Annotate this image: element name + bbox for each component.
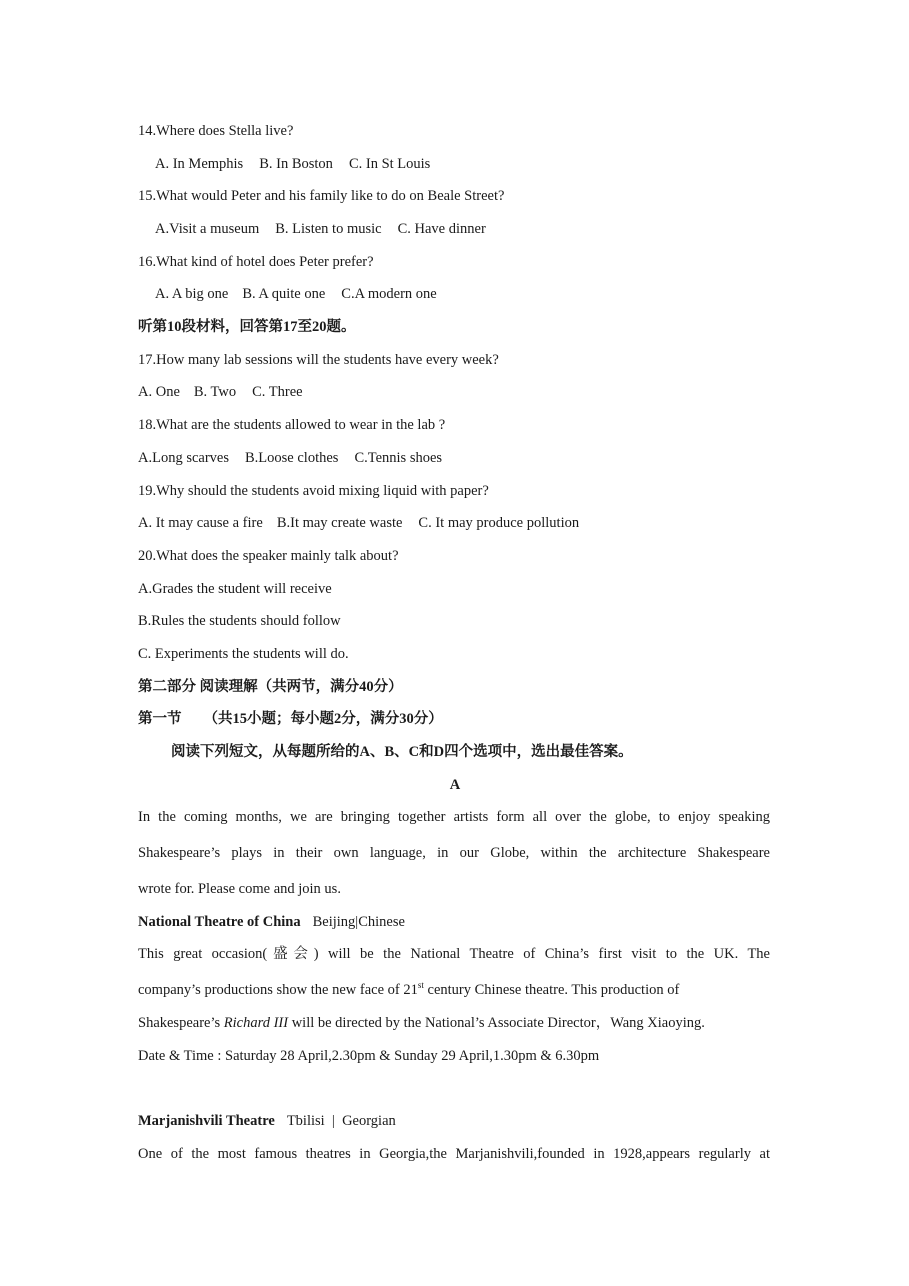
q14-option-a: A. In Memphis [155,156,244,172]
q14-option-b: B. In Boston [259,156,333,172]
superscript-st: st [417,980,424,991]
question-17-options [138,382,303,402]
q19-option-b: B.It may create waste [276,515,403,531]
q16-option-a: A. A big one [155,286,229,302]
question-16-stem: 16.What kind of hotel does Peter prefer? [138,254,374,270]
question-20-stem: 20.What does the speaker mainly talk about? [138,548,399,564]
q18-option-b: B.Loose clothes [245,450,339,466]
question-14-stem: 14.Where does Stella live? [138,123,294,139]
reading-instruction: 阅读下列短文，从每题所给的A、B、C和D四个选项中，选出最佳答案。 [171,744,633,760]
theatre-1-date-time: Date & Time : Saturday 28 April,2.30pm & Sunday 29 April,1.30pm & 6.30pm [138,1048,600,1064]
intro-line-3: wrote for. Please come and join us. [138,881,341,897]
q15-option-b: B. Listen to music [275,221,382,237]
play-title: Richard III [223,1015,289,1031]
q17-option-b: B. Two [193,384,237,400]
q19-option-a: A. It may cause a fire [138,515,263,531]
theatre-1-line-2-rest: century Chinese theatre. This production of [423,982,680,998]
theatre-1-line-2 [138,980,679,1000]
question-15-stem: 15.What would Peter and his family like to do on Beale Street? [138,188,505,204]
theatre-1-line-3-text: Shakespeare’s [138,1015,224,1031]
theatre-2-line-1: One of the most famous theatres in Georgia,the Marjanishvili,founded in 1928,appears regularly at [138,1146,770,1162]
theatre-1-place: Beijing|Chinese [312,914,405,930]
q16-option-c: C.A modern one [341,286,437,302]
theatre-2-name: Marjanishvili Theatre [138,1113,275,1129]
intro-line-2: Shakespeare’s plays in their own language, in our Globe, within the architecture Shakespeare [138,845,770,861]
theatre-2-heading [138,1111,396,1131]
theatre-2-place: Tbilisi | Georgian [286,1113,396,1129]
q20-option-a: A.Grades the student will receive [138,581,332,597]
part-2-heading: 第二部分 阅读理解（共两节，满分40分） [138,679,403,695]
q17-option-a: A. One [138,384,180,400]
q18-option-c: C.Tennis shoes [354,450,443,466]
q20-option-b: B.Rules the students should follow [138,613,341,629]
question-19-stem: 19.Why should the students avoid mixing liquid with paper? [138,483,489,499]
section-1-heading [138,709,443,729]
question-19-options [138,513,579,533]
document-page [138,0,772,1286]
q19-option-c: C. It may produce pollution [418,515,580,531]
section-1-info: （共15小题；每小题2分，满分30分） [203,711,443,727]
q18-option-a: A.Long scarves [138,450,230,466]
theatre-1-line-1: This great occasion(盛会) will be the National Theatre of China’s first visit to the UK. The [138,946,770,962]
passage-label: A [449,777,461,793]
theatre-1-line-3-rest: will be directed by the National’s Associate Director，Wang Xiaoying. [288,1015,705,1031]
question-16-options [155,284,437,304]
section-10-heading: 听第10段材料，回答第17至20题。 [138,319,356,335]
q20-option-c: C. Experiments the students will do. [138,646,349,662]
theatre-1-line-3 [138,1013,705,1033]
question-18-stem: 18.What are the students allowed to wear in the lab ? [138,417,446,433]
section-1-label: 第一节 [138,711,182,727]
q15-option-a: A.Visit a museum [155,221,260,237]
question-17-stem: 17.How many lab sessions will the students have every week? [138,352,499,368]
theatre-1-line-2-text: company’s productions show the new face of 21 [138,982,418,998]
q14-option-c: C. In St Louis [348,156,431,172]
question-14-options [155,154,430,174]
theatre-1-heading [138,912,405,932]
q16-option-b: B. A quite one [242,286,326,302]
question-18-options [138,448,442,468]
question-15-options [155,219,486,239]
theatre-1-name: National Theatre of China [138,914,301,930]
q15-option-c: C. Have dinner [397,221,486,237]
q17-option-c: C. Three [252,384,303,400]
intro-line-1: In the coming months, we are bringing together artists form all over the globe, to enjoy speaking [138,809,770,825]
